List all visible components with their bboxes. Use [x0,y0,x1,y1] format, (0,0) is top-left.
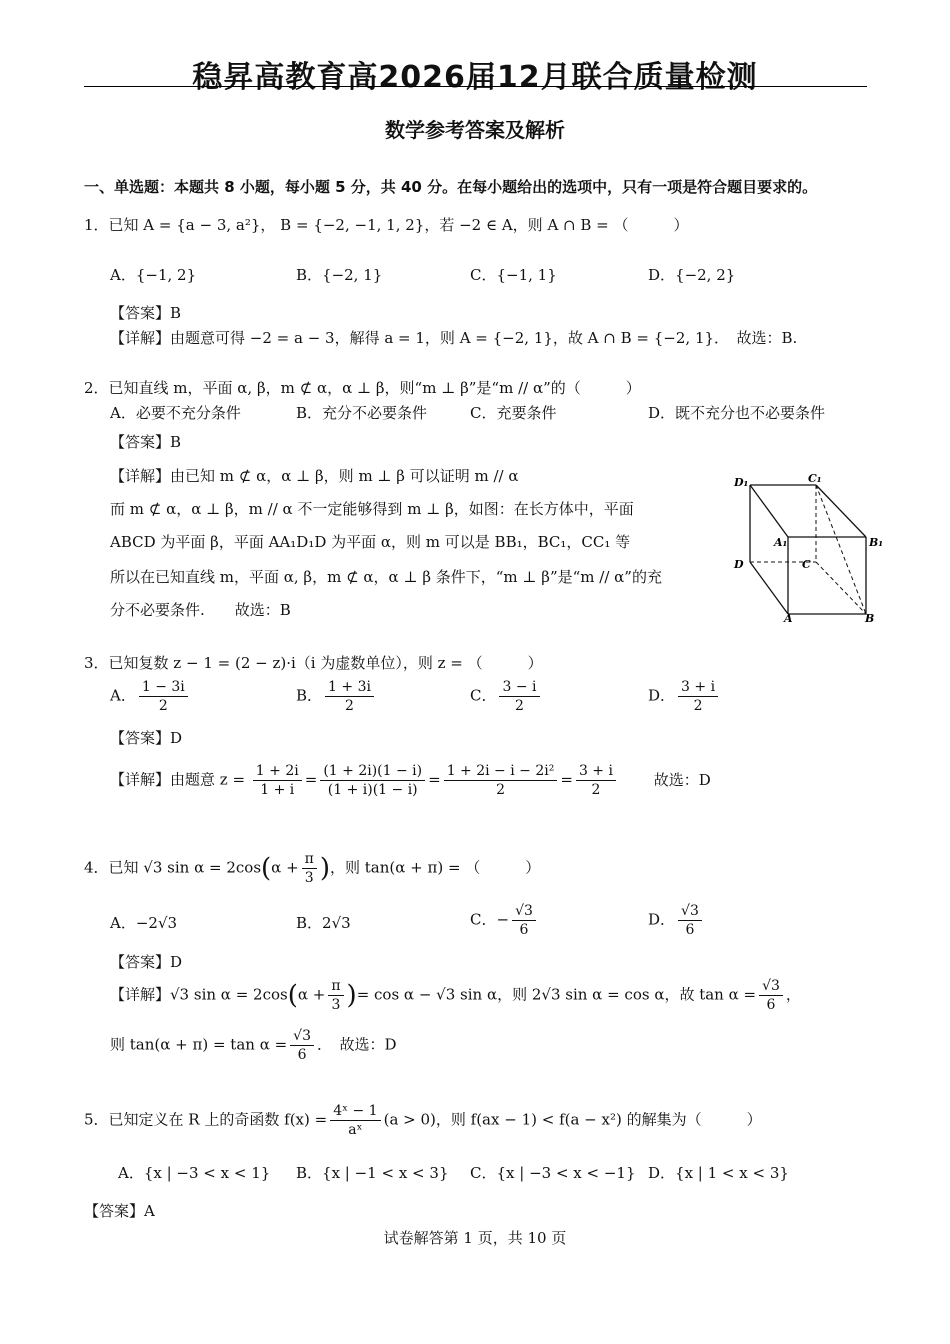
q3-option-b: B． $\frac{1 + 3i}{2}$ [296,678,377,715]
label-c: C [802,558,811,571]
document-subtitle: 数学参考答案及解析 [385,118,565,142]
q2-option-b: B．充分不必要条件 [296,404,428,422]
q5-option-c: C．{x | −3 < x < −1} [470,1164,636,1182]
q4-detail-line-2: 则 tan(α + π) = tan α = $\frac{√3}{6}$ ． 故选：D [110,1028,397,1063]
question-1-stem: 1．已知 A = {a − 3, a²}， B = {−2, −1, 1, 2}，若 −2 ∈ A，则 A ∩ B = （ ） [84,216,689,234]
label-b1: B₁ [869,536,884,549]
q4-option-a: A．−2√3 [110,914,178,932]
q3-answer: 【答案】D [110,729,183,747]
q5-option-b: B．{x | −1 < x < 3} [296,1164,449,1182]
question-2-stem: 2．已知直线 m，平面 α, β，m ⊄ α，α ⊥ β，则“m ⊥ β”是“m // α”的（ ） [84,379,641,397]
question-5-stem: 5．已知定义在 R 上的奇函数 f(x) = $\frac{\text{4ˣ − 1}}{\text{aˣ}}$ (a > 0)，则 f(ax − 1) < f(a − x²) 的解集为（ ） [84,1103,762,1138]
page-footer: 试卷解答第 1 页，共 10 页 [383,1229,567,1247]
q4-detail: 【详解】√3 sin α = 2cos(α + $\frac{\pi}{3}$ )= cos α − √3 sin α，则 2√3 sin α = cos α，故 tan α = $\frac{√3}{6}$ ， [110,978,801,1013]
edge-c1-b1 [816,485,866,537]
q5-answer: 【答案】A [84,1202,155,1220]
q3-option-c: C． $\frac{3 - i}{2}$ [470,678,543,715]
title-rule [84,86,867,87]
q5-option-a: A．{x | −3 < x < 1} [118,1164,271,1182]
label-d: D [734,558,744,571]
label-c1: C₁ [808,472,822,485]
hidden-diagonal-c1-b [816,485,866,614]
label-a1: A₁ [774,536,788,549]
q4-option-b: B．2√3 [296,914,351,932]
q1-answer: 【答案】B [110,304,182,322]
q4-answer: 【答案】D [110,953,183,971]
q5-option-d: D．{x | 1 < x < 3} [648,1164,789,1182]
q1-option-b: B．{−2, 1} [296,266,383,284]
q2-detail-line-3: ABCD 为平面 β，平面 AA₁D₁D 为平面 α，则 m 可以是 BB₁，BC₁，CC₁ 等 [110,533,631,551]
q2-answer: 【答案】B [110,433,182,451]
q1-option-d: D．{−2, 2} [648,266,736,284]
q2-detail-line-2: 而 m ⊄ α，α ⊥ β，m // α 不一定能够得到 m ⊥ β，如图：在长方体中，平面 [110,500,634,518]
edge-d1-a1 [750,485,788,537]
q2-option-c: C．充要条件 [470,404,557,422]
question-3-stem: 3．已知复数 z − 1 = (2 − z)·i（i 为虚数单位），则 z = （ ） [84,654,543,672]
edge-d-a [750,562,788,614]
q3-detail: 【详解】由题意 z = $\frac{1 + 2i}{1 + i}$ = $\frac{(1 + 2i)(1 - i)}{(1 + i)(1 - i)}$ = $\frac{\text{1 + 2i − i − 2i²}}{2}$ = $\frac{3 + i}{2}$ 故选：D [110,763,711,798]
q3-option-a: A． $\frac{1 - 3i}{2}$ [110,678,191,715]
label-b: B [865,612,875,624]
label-d1: D₁ [734,476,749,489]
cuboid-figure [728,472,888,624]
q2-option-a: A．必要不充分条件 [110,404,241,422]
question-4-stem: 4．已知 √3 sin α = 2cos(α + $\frac{\pi}{3}$ )，则 tan(α + π) = （ ） [84,851,541,886]
section-heading: 一、单选题：本题共 8 小题，每小题 5 分，共 40 分。在每小题给出的选项中，只有一项是符合题目要求的。 [84,178,818,196]
q1-detail: 【详解】由题意可得 −2 = a − 3，解得 a = 1，则 A = {−2, 1}，故 A ∩ B = {−2, 1}． 故选：B. [110,329,798,347]
q1-option-a: A．{−1, 2} [110,266,197,284]
q4-option-d: D． $\frac{√3}{6}$ [648,902,705,939]
q3-option-d: D． $\frac{3 + i}{2}$ [648,678,721,715]
q2-detail-line-4: 所以在已知直线 m，平面 α, β，m ⊄ α，α ⊥ β 条件下，“m ⊥ β”是“m // α”的充 [110,568,662,586]
q2-detail-line-1: 【详解】由已知 m ⊄ α，α ⊥ β，则 m ⊥ β 可以证明 m // α [110,467,519,485]
document-title: 稳昇高教育高2026届12月联合质量检测 [192,60,758,95]
q2-option-d: D．既不充分也不必要条件 [648,404,826,422]
hidden-edge-c-b [816,562,866,614]
q2-detail-line-5: 分不必要条件. 故选：B [110,601,291,619]
label-a: A [784,612,793,624]
q1-option-c: C．{−1, 1} [470,266,557,284]
q4-option-c: C．− $\frac{√3}{6}$ [470,902,539,939]
